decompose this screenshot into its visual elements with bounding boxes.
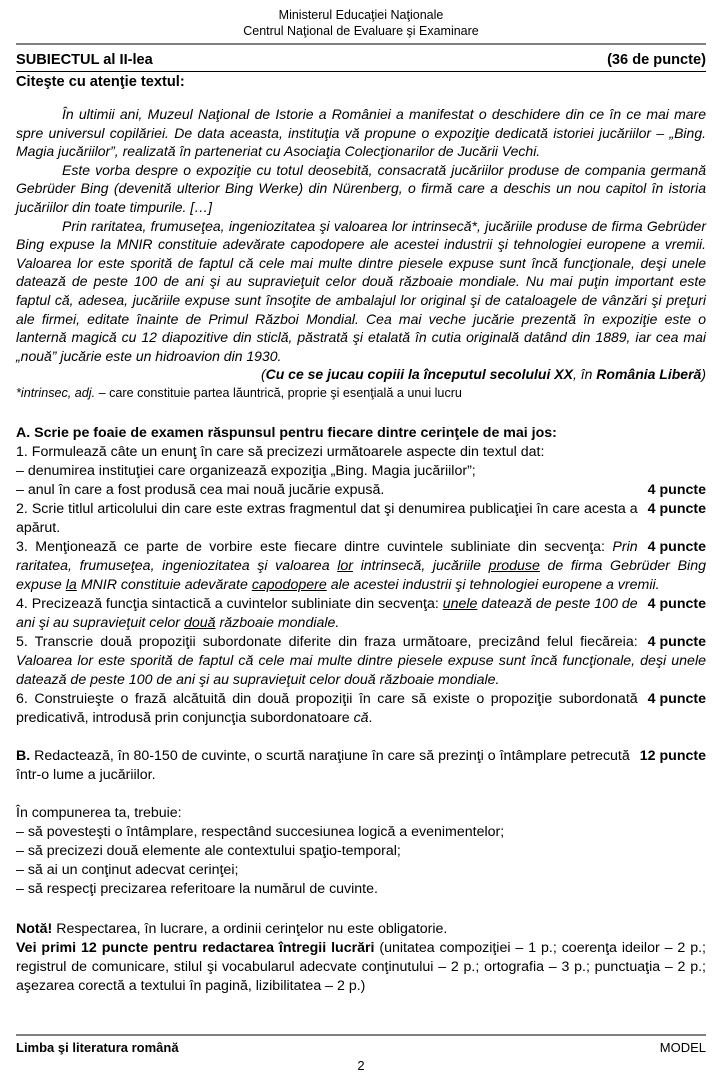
- evaluation-center-name: Centrul Naţional de Evaluare şi Examinare: [243, 24, 479, 38]
- footnote-term: *intrinsec, adj.: [16, 385, 96, 400]
- document-header: [16, 4, 706, 39]
- task-5-lead: 5. Transcrie două propoziţii subordonate diferite din fraza următoare, precizând felul fiecăreia:: [16, 633, 638, 650]
- footer-row: [16, 1039, 706, 1056]
- task-3-quote-part-5: ale acestei industrii şi tehnologiei europene a vremii.: [326, 576, 660, 593]
- task-3-quote-part-1: Prin raritatea, frumuseţea, ingeniozitatea şi valoarea: [16, 538, 638, 574]
- footer-model-label: MODEL: [659, 1040, 706, 1055]
- task-6: [16, 690, 706, 728]
- ministry-name: Ministerul Educaţiei Naţionale: [278, 8, 444, 22]
- task-4-quote-part-1: datează de peste 100 de ani şi au supravieţuit celor: [16, 595, 638, 631]
- task-3-underlined-word-4: capodopere: [251, 576, 327, 593]
- task-4-lead: 4. Precizează funcţia sintactică a cuvintelor subliniate din secvenţa:: [16, 595, 443, 612]
- task-4-underlined-word-2: două: [183, 614, 216, 631]
- task-3-underlined-word-1: lor: [337, 557, 353, 574]
- source-attribution: [16, 365, 706, 384]
- attribution-publication-name: România Liberă: [596, 366, 702, 383]
- task-3-lead: 3. Menţionează ce parte de vorbire este fiecare dintre cuvintele subliniate din secvenţa:: [16, 538, 613, 555]
- attribution-open-paren: (: [260, 366, 266, 383]
- task-1-points: 4 puncte: [647, 481, 706, 498]
- nota-bold-lead: Vei primi 12 puncte pentru redactarea întregii lucrări: [16, 939, 375, 956]
- task-2-points: 4 puncte: [647, 500, 706, 517]
- nota-criteria: (unitatea compoziţiei – 1 p.; coerenţa ideilor – 2 p.; registrul de comunicare, stilul şi vocabularul adecvate conţinutului – 2 p.; ortografia – 3 p.; punctuaţia – 2 p.; aşezarea corectă a textului în pagină, lizibilitatea – 2 p.): [16, 939, 706, 994]
- task-3-points: 4 puncte: [647, 538, 706, 555]
- footer-divider: [16, 1034, 706, 1036]
- source-paragraph-2: Este vorba despre o expoziţie cu totul deosebită, consacrată jucăriilor produse de compania germană Gebrüder Bing (devenită ulterior Bing Werke) din Nürenberg, o firmă care a deschis un nou capitol în istoria jucăriilor din toate timpurile. […]: [16, 161, 706, 215]
- subject-heading: [16, 51, 706, 72]
- task-3-quote-part-4: MNIR constituie adevărate: [76, 576, 252, 593]
- task-2: [16, 500, 706, 538]
- section-b-label: B.: [16, 747, 31, 764]
- subject-title: SUBIECTUL al II-lea: [16, 52, 153, 68]
- task-5: [16, 633, 706, 690]
- task-6-points: 4 puncte: [647, 690, 706, 707]
- compose-bullet-1: – să povesteşti o întâmplare, respectând succesiunea logică a evenimentelor;: [16, 823, 505, 840]
- page-number: 2: [357, 1058, 365, 1073]
- footer-subject-name: Limba şi literatura română: [16, 1040, 179, 1055]
- attribution-separator: , în: [572, 366, 597, 383]
- compose-bullet-2: – să precizezi două elemente ale contextului spaţio-temporal;: [16, 842, 401, 859]
- task-3-underlined-word-3: la: [65, 576, 77, 593]
- task-1-bullet-1: – denumirea instituţiei care organizează expoziţia „Bing. Magia jucăriilor”;: [16, 462, 476, 479]
- task-5-points: 4 puncte: [647, 633, 706, 650]
- source-paragraph-1: În ultimii ani, Muzeul Naţional de Istorie a României a manifestat o deschidere din ce în ce mai mare spre universul copilăriei. De data aceasta, instituţia vă propune o expoziţie dedicată istoriei jucăriilor – „Bing. Magia jucăriilor”, realizată în parteneriat cu Asociaţia Colecţionarilor de Jucării Vechi.: [16, 106, 706, 160]
- attribution-close-paren: ): [701, 366, 706, 383]
- task-4-quote-part-2: războaie mondiale.: [215, 614, 340, 631]
- task-1-bullet-2: [16, 481, 706, 500]
- footnote: [16, 385, 706, 402]
- read-instruction: Citeşte cu atenţie textul:: [16, 74, 185, 90]
- section-b: [16, 747, 706, 785]
- nota-line-1: [16, 920, 706, 939]
- task-2-text: 2. Scrie titlul articolului din care este extras fragmentul dat şi denumirea publicaţiei în care acesta a apărut.: [16, 500, 638, 536]
- nota-line-2: [16, 939, 706, 996]
- compose-bullet-4: – să respecţi precizarea referitoare la numărul de cuvinte.: [16, 880, 378, 897]
- task-3-quote-part-2: intrinsecă, jucăriile: [352, 557, 489, 574]
- page-footer: [16, 1034, 706, 1074]
- compose-intro: În compunerea ta, trebuie:: [16, 804, 182, 821]
- task-1-bullet-2-text: – anul în care a fost produsă cea mai nouă jucărie expusă.: [16, 481, 385, 498]
- task-4-underlined-word-1: unele: [442, 595, 478, 612]
- task-4-points: 4 puncte: [647, 595, 706, 612]
- nota-label: Notă!: [16, 920, 53, 937]
- header-divider: [16, 43, 706, 45]
- section-b-points: 12 puncte: [639, 747, 706, 764]
- section-a-title: A. Scrie pe foaie de examen răspunsul pentru fiecare dintre cerinţele de mai jos:: [16, 424, 557, 441]
- task-1-intro: 1. Formulează câte un enunţ în care să precizezi următoarele aspecte din textul dat:: [16, 443, 545, 460]
- compose-bullet-3: – să ai un conţinut adecvat cerinţei;: [16, 861, 239, 878]
- nota-block: [16, 920, 706, 996]
- subject-points: (36 de puncte): [607, 52, 706, 68]
- task-3: [16, 538, 706, 595]
- task-3-quote-part-3: de firma Gebrüder Bing expuse: [16, 557, 706, 593]
- source-text-block: [16, 105, 706, 365]
- task-6-end: .: [368, 709, 373, 726]
- nota-text: Respectarea, în lucrare, a ordinii cerinţelor nu este obligatorie.: [52, 920, 448, 937]
- task-6-conjunction: că: [353, 709, 369, 726]
- section-b-text: Redactează, în 80-150 de cuvinte, o scurtă naraţiune în care să prezinţi o întâmplare petrecută într-o lume a jucăriilor.: [16, 747, 630, 783]
- task-6-lead: 6. Construieşte o frază alcătuită din două propoziţii în care să existe o propoziţie subordonată predicativă, introdusă prin conjuncţia subordonatoare: [16, 690, 638, 726]
- source-paragraph-3: Prin raritatea, frumuseţea, ingeniozitatea şi valoarea lor intrinsecă*, jucăriile produse de firma Gebrüder Bing expuse la MNIR constituie adevărate capodopere ale acestei industrii şi tehnologiei europene a vremii. Valoarea lor este sporită de faptul că cele mai multe dintre piesele expuse sunt încă funcţionale, deşi unele datează de peste 100 de ani şi au supravieţuit celor două războaie mondiale. Nu mai puţin important este faptul că, adesea, jucăriile expuse sunt însoţite de ambalajul lor original şi de cataloagele de vânzări şi preţuri ale firmei, editate înainte de Primul Război Mondial. Cea mai veche jucărie prezentă în expoziţie este o lanternă magică cu 12 diapozitive din sticlă, păstrată şi etalată în cutia originală datând din 1889, iar cea mai „nouă” jucărie este un hidroavion din 1930.: [16, 217, 706, 364]
- task-3-underlined-word-2: produse: [488, 557, 540, 574]
- task-5-quote: Valoarea lor este sporită de faptul că cele mai multe dintre piesele expuse sunt încă funcţionale, deşi unele datează de peste 100 de ani şi au supravieţuit celor două războaie mondiale.: [16, 652, 706, 688]
- task-4: [16, 595, 706, 633]
- footnote-definition: – care constituie partea lăuntrică, proprie şi esenţială a unui lucru: [95, 385, 462, 400]
- attribution-article-title: Cu ce se jucau copiii la începutul secolului XX: [265, 366, 573, 383]
